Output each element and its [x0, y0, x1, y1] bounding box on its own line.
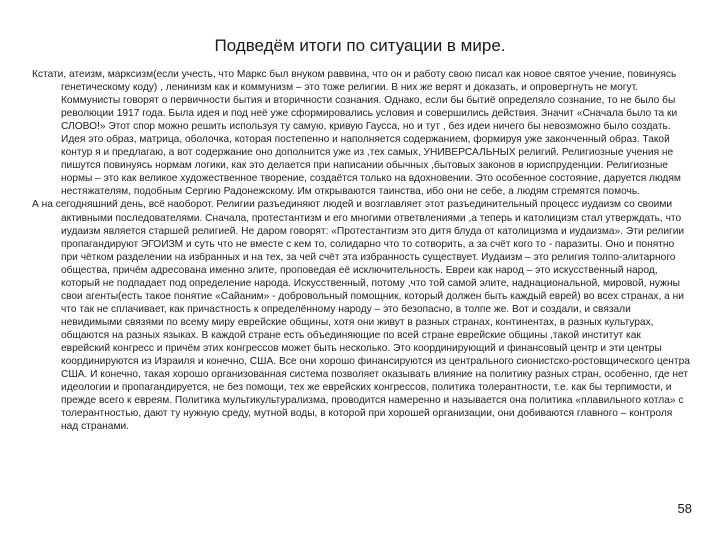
- paragraph-today: А на сегодняшний день, всё наоборот. Религии разъединяют людей и возглавляет этот разъединительный процесс иудаизм со своими активными последователями. Сначала, протестантизм и его многими ответвлениями ,а теперь и католицизм стал утверждать, что иудаизм является старшей религией. Не даром говорят: «Протестантизм это дитя блуда от католицизма и иудаизма». Эти религии пропагандируют ЭГОИЗМ и суть что не вместе с кем то, солидарно что то сотворить, а за счёт кого то - паразиты. Оно и понятно при чётком разделении на избранных и на тех, за чей счёт эта избранность существует. Иудаизм – это религия толпо-элитарного общества, причём адресована именно элите, проповедая её исключительность. Евреи как народ – это искусственный народ, который не подпадает под определение народа. Искусственный, потому ,что той самой элите, наднациональной, мировой, нужны свои агенты(есть такое понятие «Сайаним» - добровольный помощник, который должен быть каждый еврей) во всех странах, а ни что так не сплачивает, как причастность к определённому народу – это безопасно, в толпе же. Вот и создали, и связали невидимыми связями по всему миру еврейские общины, хотя они живут в разных странах, континентах, в разных культурах, общаются на разных языках. В каждой стране есть объединяющие по всей стране еврейские общины ,такой институт как еврейский конгресс и причём этих конгрессов может быть несколько. Это координирующий и финансовый центр и эти центры координируются из Израиля и конечно, США. Все они хорошо финансируются из центрального сионистско-ростовщического центра США. И конечно, такая хорошо организованная система позволяет оказывать влияние на политику разных стран, особенно, где нет идеологии и пропагандируется, не без помощи, тех же еврейских конгрессов, политика толерантности, т.е. как бы терпимости, и прежде всего к евреям. Политика мультикультурализма, проводится намеренно и называется она политика «плавильного котла» с толерантностью, дают ту нужную среду, мутной воды, в которой при хорошей организации, они добиваются главного – контроля над странами.: [32, 199, 690, 433]
- paragraph-atheism: Кстати, атеизм, марксизм(если учесть, что Маркс был внуком раввина, что он и работу свою писал как новое святое учение, повинуясь генетическому коду) , ленинизм как и коммунизм – это тоже религии. В них же верят и доказать, и опровергнуть не могут. Коммунисты говорят о первичности бытия и вторичности сознания. Однако, если бы бытиё определяло сознание, то не было бы революции 1917 года. Была идея и под неё уже сформировались условия и совершились действия. Значит «Сначала было та ки СЛОВО!» Этот спор можно решить используя ту самую, кривую Гаусса, но и тут , без идеи ничего бы невозможно было создать. Идея это образ, матрица, оболочка, которая постепенно и наполняется содержанием, формируя уже законченный образ. Такой контур я и предлагаю, а вот содержание оно дополнится уже из ,тех самых, УНИВЕРСАЛЬНЫХ религий. Религиозные учения не пишутся повинуясь нормам логики, как это делается при написании обычных ,бытовых законов в юриспруденции. Религиозные нормы – это как великое художественное творение, создаётся только на вдохновении. Это особенное состояние, даруется людям нестяжателям, подобным Сергию Радонежскому. Им открываются таинства, ибо они не себе, а людям стремятся помочь.: [32, 69, 681, 198]
- body-text: [32, 68, 692, 433]
- page-number: 58: [677, 501, 692, 516]
- page-title: Подведём итоги по ситуации в мире.: [214, 36, 506, 55]
